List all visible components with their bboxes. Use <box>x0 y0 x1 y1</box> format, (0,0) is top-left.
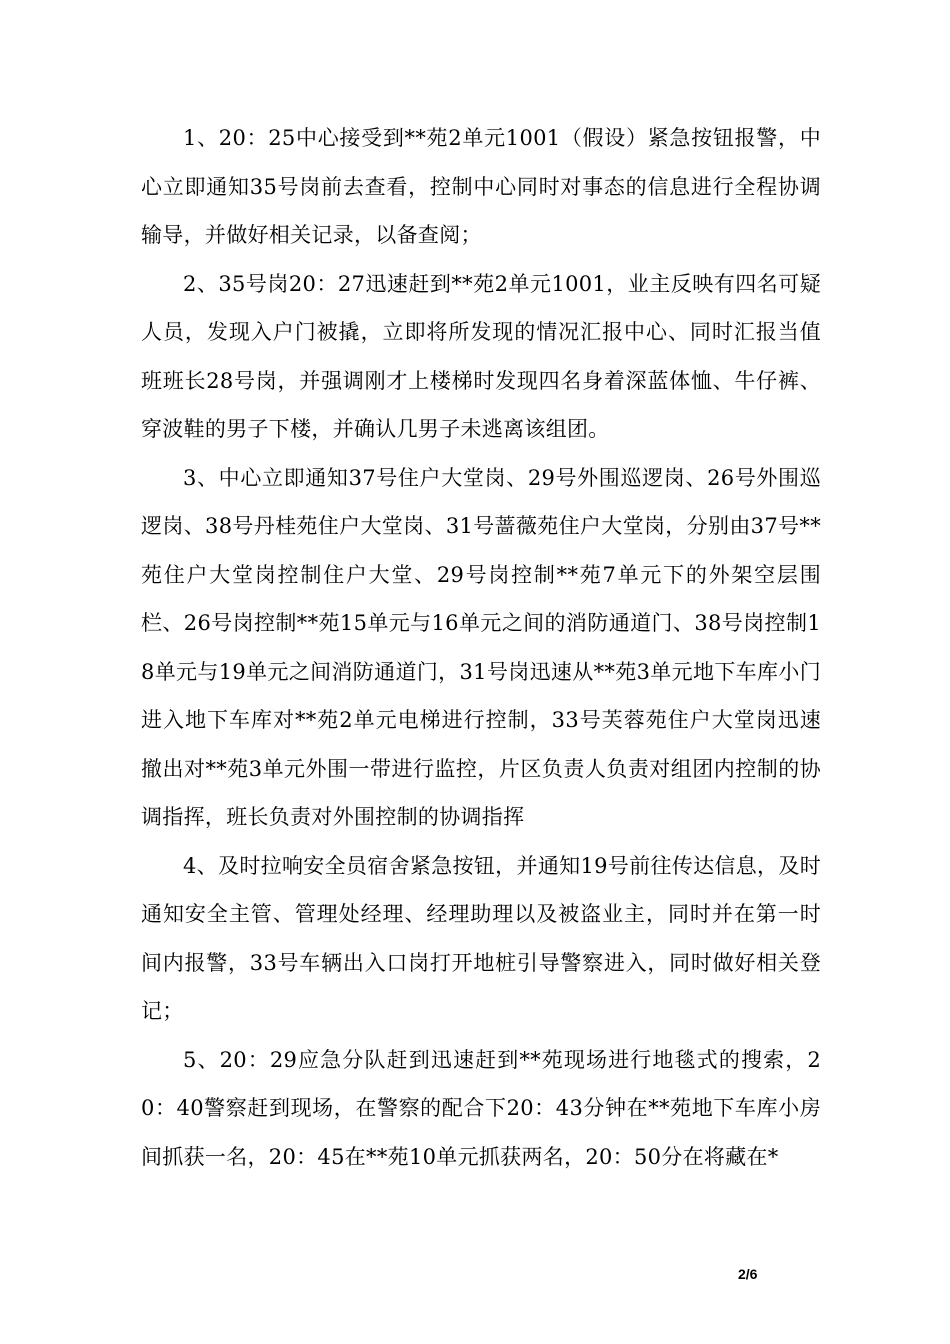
paragraph-5: 5、20：29应急分队赶到迅速赶到**苑现场进行地毯式的搜索，20：40警察赶到现场，在警察的配合下20：43分钟在**苑地下车库小房间抓获一名，20：45在**苑10单元抓获两名，20：50分在将藏在* <box>141 1047 821 1169</box>
page-number: 2/6 <box>738 1266 758 1282</box>
document-body <box>141 114 821 1181</box>
paragraph-3: 3、中心立即通知37号住户大堂岗、29号外围巡逻岗、26号外围巡逻岗、38号丹桂苑住户大堂岗、31号蔷薇苑住户大堂岗，分别由37号**苑住户大堂岗控制住户大堂、29号岗控制**苑7单元下的外架空层围栏、26号岗控制**苑15单元与16单元之间的消防通道门、38号岗控制18单元与19单元之间消防通道门，31号岗迅速从**苑3单元地下车库小门进入地下车库对**苑2单元电梯进行控制，33号芙蓉苑住户大堂岗迅速撤出对**苑3单元外围一带进行监控，片区负责人负责对组团内控制的协调指挥，班长负责对外围控制的协调指挥 <box>141 465 821 829</box>
paragraph-2: 2、35号岗20：27迅速赶到**苑2单元1001，业主反映有四名可疑人员，发现入户门被撬，立即将所发现的情况汇报中心、同时汇报当值班班长28号岗，并强调刚才上楼梯时发现四名身着深蓝体恤、牛仔裤、穿波鞋的男子下楼，并确认几男子未逃离该组团。 <box>141 271 821 441</box>
paragraph-1: 1、20：25中心接受到**苑2单元1001（假设）紧急按钮报警，中心立即通知35号岗前去查看，控制中心同时对事态的信息进行全程协调输导，并做好相关记录，以备查阅； <box>141 126 821 247</box>
paragraph-4: 4、及时拉响安全员宿舍紧急按钮，并通知19号前往传达信息，及时通知安全主管、管理处经理、经理助理以及被盗业主，同时并在第一时间内报警，33号车辆出入口岗打开地桩引导警察进入，同时做好相关登记； <box>141 853 821 1023</box>
